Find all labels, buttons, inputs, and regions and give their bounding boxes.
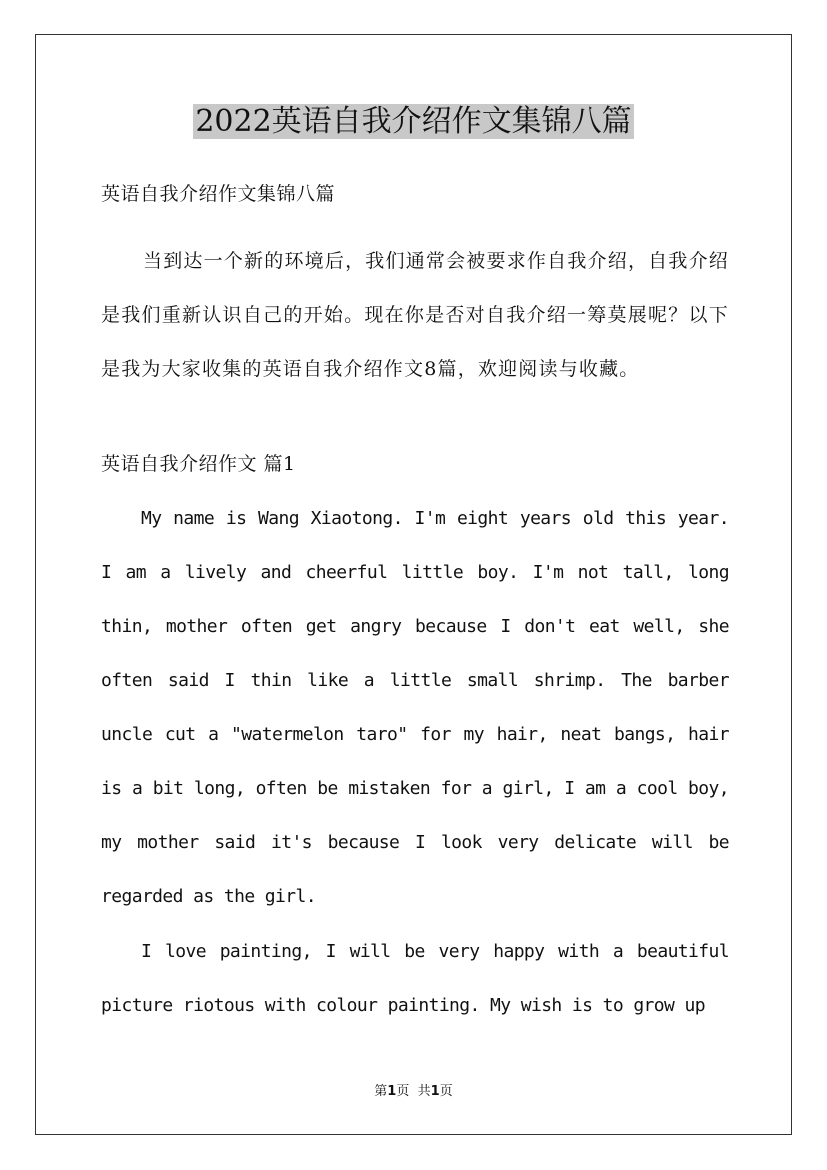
document-subtitle: 英语自我介绍作文集锦八篇 — [101, 183, 336, 205]
document-title — [0, 100, 827, 144]
footer-total-suffix: 页 — [439, 1084, 453, 1099]
footer-page-suffix: 页 — [396, 1084, 410, 1099]
intro-paragraph: 当到达一个新的环境后，我们通常会被要求作自我介绍，自我介绍是我们重新认识自己的开始。现在你是否对自我介绍一筹莫展呢？以下是我为大家收集的英语自我介绍作文8篇，欢迎阅读与收藏。 — [101, 250, 729, 380]
footer-total-prefix: 共 — [417, 1084, 431, 1099]
footer-page-number: 1 — [387, 1084, 397, 1099]
body-paragraph-1: My name is Wang Xiaotong. I'm eight years old this year. I am a lively and cheerful little boy. I'm not tall, long thin, mother often get angry because I don't eat well, she often said I thin like a little small shrimp. The barber uncle cut a "watermelon taro" for my hair, neat bangs, hair is a bit long, often be mistaken for a girl, I am a cool boy, my mother said it's because I look very delicate will be regarded as the girl. — [101, 508, 729, 907]
body-paragraph-2: I love painting, I will be very happy with a beautiful picture riotous with colour painting. My wish is to grow up — [101, 941, 729, 1016]
document-title-text: 2022英语自我介绍作文集锦八篇 — [195, 104, 632, 139]
page-footer — [0, 1083, 827, 1101]
section-heading: 英语自我介绍作文 篇1 — [101, 453, 296, 475]
footer-prefix: 第 — [374, 1084, 388, 1099]
footer-total-pages: 1 — [430, 1084, 440, 1099]
